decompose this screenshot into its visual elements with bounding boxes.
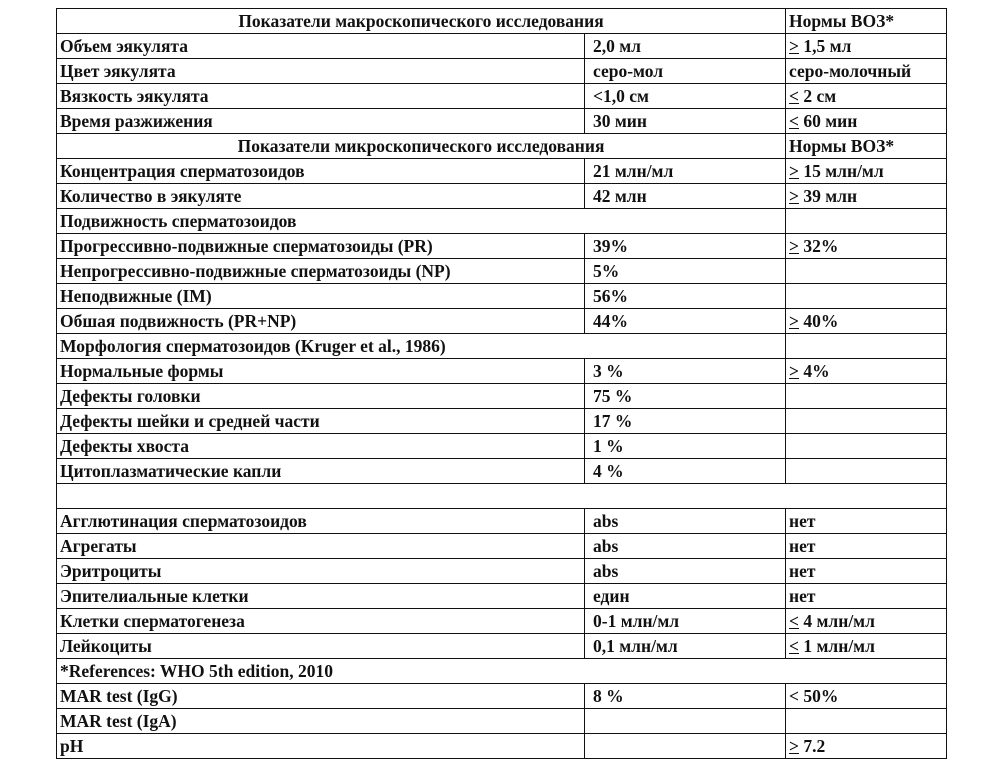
norm-cell xyxy=(786,84,947,109)
norm-comparator: > xyxy=(789,186,799,206)
norm-cell xyxy=(786,459,947,484)
macro-row xyxy=(57,59,947,84)
result-value: <1,0 см xyxy=(585,84,786,109)
result-value: 30 мин xyxy=(585,109,786,134)
other-row xyxy=(57,559,947,584)
norm-cell xyxy=(786,409,947,434)
motility-section-title: Подвижность сперматозоидов xyxy=(57,209,786,234)
norm-comparator: < xyxy=(789,86,799,106)
parameter-label: Время разжижения xyxy=(57,109,585,134)
norm-cell xyxy=(786,234,947,259)
result-value: 44% xyxy=(585,309,786,334)
parameter-label: Цитоплазматические капли xyxy=(57,459,585,484)
norm-comparator: > xyxy=(789,236,799,256)
final-row xyxy=(57,684,947,709)
other-row xyxy=(57,584,947,609)
result-value: един xyxy=(585,584,786,609)
result-value: 2,0 мл xyxy=(585,34,786,59)
result-value: 1 % xyxy=(585,434,786,459)
other-row xyxy=(57,534,947,559)
norm-cell xyxy=(786,309,947,334)
parameter-label: Эритроциты xyxy=(57,559,585,584)
result-value: 4 % xyxy=(585,459,786,484)
norm-comparator: > xyxy=(789,161,799,181)
parameter-label: Агглютинация сперматозоидов xyxy=(57,509,585,534)
parameter-label: Дефекты головки xyxy=(57,384,585,409)
final-row xyxy=(57,734,947,759)
result-value: серо-мол xyxy=(585,59,786,84)
table-body xyxy=(57,9,947,759)
other-row xyxy=(57,609,947,634)
norm-value: 60 мин xyxy=(799,111,858,131)
norm-value: 40% xyxy=(799,311,839,331)
morphology-row xyxy=(57,409,947,434)
norm-value: нет xyxy=(789,561,816,581)
result-value: 3 % xyxy=(585,359,786,384)
norm-value: 7.2 xyxy=(799,736,826,756)
result-value: abs xyxy=(585,509,786,534)
norm-cell xyxy=(786,609,947,634)
norm-cell xyxy=(786,359,947,384)
norm-cell xyxy=(786,734,947,759)
parameter-label: Обшая подвижность (PR+NP) xyxy=(57,309,585,334)
norm-comparator: < xyxy=(789,111,799,131)
morphology-section-title: Морфология сперматозоидов (Kruger et al., 1986) xyxy=(57,334,786,359)
norm-value: серо-молочный xyxy=(789,61,912,81)
parameter-label: MAR test (IgG) xyxy=(57,684,585,709)
parameter-label: Непрогрессивно-подвижные сперматозоиды (NP) xyxy=(57,259,585,284)
morphology-row xyxy=(57,459,947,484)
norm-comparator: < xyxy=(789,611,799,631)
result-value: abs xyxy=(585,559,786,584)
blank-separator-row xyxy=(57,484,947,509)
micro-section-header: Показатели микроскопического исследования xyxy=(57,134,786,159)
parameter-label: pH xyxy=(57,734,585,759)
blank-cell xyxy=(57,484,947,509)
motility-row xyxy=(57,309,947,334)
norm-cell xyxy=(786,434,947,459)
result-value: 8 % xyxy=(585,684,786,709)
norm-cell xyxy=(786,684,947,709)
norm-cell xyxy=(786,559,947,584)
parameter-label: Количество в эякуляте xyxy=(57,184,585,209)
parameter-label: Прогрессивно-подвижные сперматозоиды (PR) xyxy=(57,234,585,259)
other-row xyxy=(57,634,947,659)
micro-header-row xyxy=(57,134,947,159)
parameter-label: Дефекты хвоста xyxy=(57,434,585,459)
norm-cell xyxy=(786,109,947,134)
parameter-label: Цвет эякулята xyxy=(57,59,585,84)
morphology-row xyxy=(57,434,947,459)
parameter-label: Неподвижные (IM) xyxy=(57,284,585,309)
empty-norm-cell xyxy=(786,334,947,359)
motility-row xyxy=(57,259,947,284)
macro-section-header: Показатели макроскопического исследования xyxy=(57,9,786,34)
result-value: 21 млн/мл xyxy=(585,159,786,184)
norm-value: < 50% xyxy=(789,686,839,706)
references-note-row xyxy=(57,659,947,684)
result-value: 42 млн xyxy=(585,184,786,209)
result-value: 5% xyxy=(585,259,786,284)
norm-cell xyxy=(786,384,947,409)
norms-header: Нормы ВОЗ* xyxy=(786,134,947,159)
norm-cell xyxy=(786,509,947,534)
macro-row xyxy=(57,84,947,109)
motility-row xyxy=(57,234,947,259)
result-value xyxy=(585,709,786,734)
parameter-label: Клетки сперматогенеза xyxy=(57,609,585,634)
norm-value: 2 см xyxy=(799,86,837,106)
count-row xyxy=(57,159,947,184)
norm-cell xyxy=(786,59,947,84)
norm-comparator: > xyxy=(789,736,799,756)
norm-value: 32% xyxy=(799,236,839,256)
parameter-label: Объем эякулята xyxy=(57,34,585,59)
norm-comparator: > xyxy=(789,311,799,331)
parameter-label: MAR test (IgA) xyxy=(57,709,585,734)
final-row xyxy=(57,709,947,734)
norm-cell xyxy=(786,159,947,184)
norm-value: 4 млн/мл xyxy=(799,611,875,631)
semen-analysis-table xyxy=(56,8,947,759)
norms-header: Нормы ВОЗ* xyxy=(786,9,947,34)
norm-value: 39 млн xyxy=(799,186,858,206)
norm-value: 1,5 мл xyxy=(799,36,852,56)
norm-comparator: > xyxy=(789,36,799,56)
parameter-label: Лейкоциты xyxy=(57,634,585,659)
morphology-row xyxy=(57,384,947,409)
other-row xyxy=(57,509,947,534)
morphology-row xyxy=(57,359,947,384)
macro-row xyxy=(57,34,947,59)
norm-cell xyxy=(786,634,947,659)
parameter-label: Концентрация сперматозоидов xyxy=(57,159,585,184)
result-value: 56% xyxy=(585,284,786,309)
parameter-label: Дефекты шейки и средней части xyxy=(57,409,585,434)
result-value xyxy=(585,734,786,759)
empty-norm-cell xyxy=(786,209,947,234)
motility-row xyxy=(57,284,947,309)
norm-value: 15 млн/мл xyxy=(799,161,884,181)
result-value: 75 % xyxy=(585,384,786,409)
norm-cell xyxy=(786,709,947,734)
parameter-label: Эпителиальные клетки xyxy=(57,584,585,609)
norm-cell xyxy=(786,534,947,559)
norm-comparator: > xyxy=(789,361,799,381)
macro-row xyxy=(57,109,947,134)
count-row xyxy=(57,184,947,209)
norm-cell xyxy=(786,259,947,284)
macro-header-row xyxy=(57,9,947,34)
morphology-section-title-row xyxy=(57,334,947,359)
norm-cell xyxy=(786,584,947,609)
norm-cell xyxy=(786,184,947,209)
parameter-label: Нормальные формы xyxy=(57,359,585,384)
norm-value: 4% xyxy=(799,361,830,381)
norm-cell xyxy=(786,34,947,59)
norm-value: нет xyxy=(789,511,816,531)
norm-value: 1 млн/мл xyxy=(799,636,875,656)
motility-section-title-row xyxy=(57,209,947,234)
parameter-label: Агрегаты xyxy=(57,534,585,559)
result-value: 17 % xyxy=(585,409,786,434)
norm-value: нет xyxy=(789,586,816,606)
norm-cell xyxy=(786,284,947,309)
references-note: *References: WHO 5th edition, 2010 xyxy=(57,659,947,684)
result-value: 39% xyxy=(585,234,786,259)
norm-comparator: < xyxy=(789,636,799,656)
result-value: abs xyxy=(585,534,786,559)
parameter-label: Вязкость эякулята xyxy=(57,84,585,109)
norm-value: нет xyxy=(789,536,816,556)
result-value: 0-1 млн/мл xyxy=(585,609,786,634)
result-value: 0,1 млн/мл xyxy=(585,634,786,659)
